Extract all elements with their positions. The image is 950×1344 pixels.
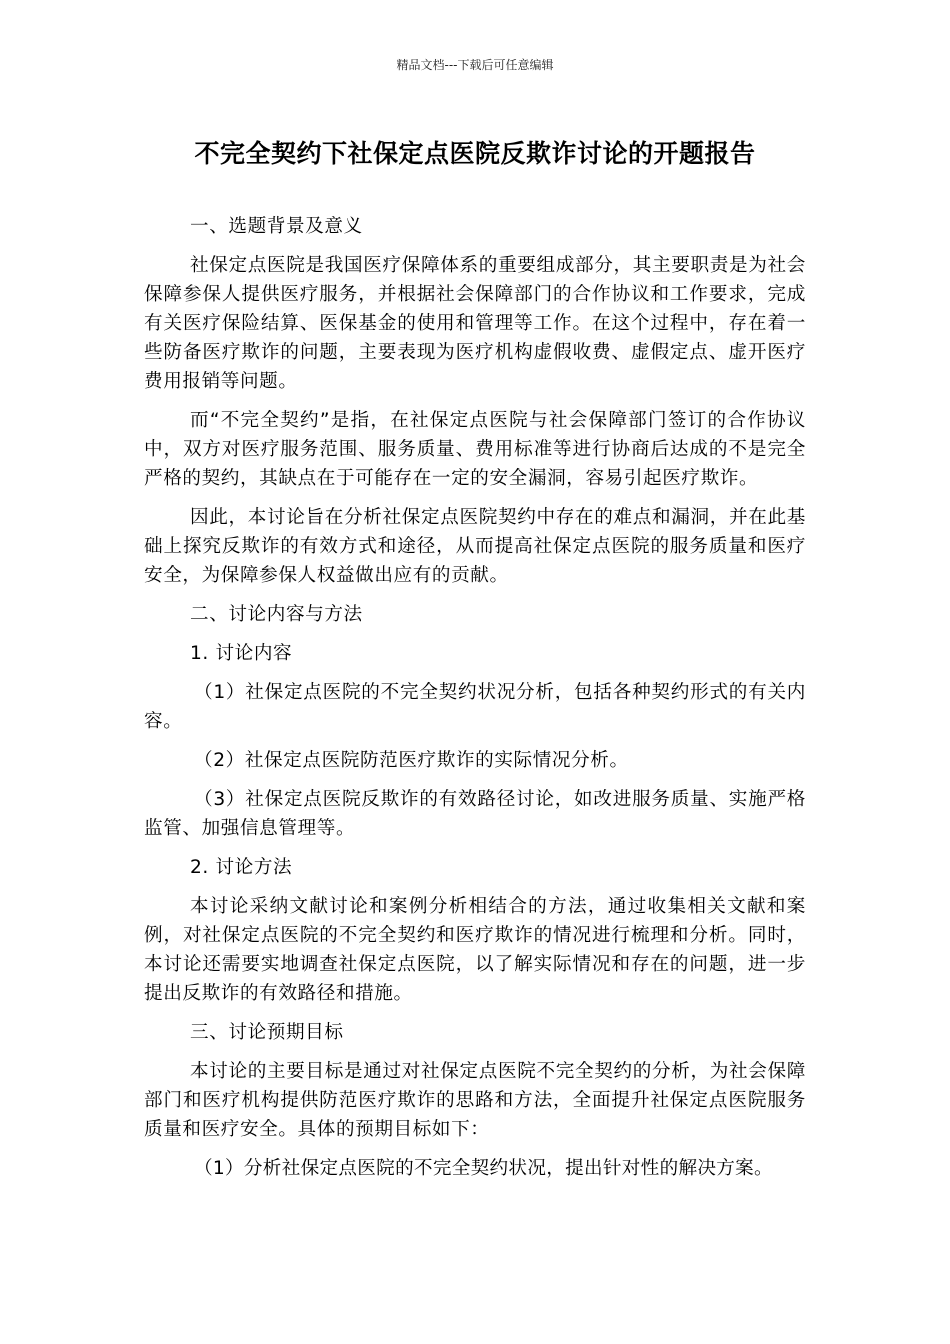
goal-item-1: （1）分析社保定点医院的不完全契约状况，提出针对性的解决方案。: [194, 1158, 773, 1179]
content-item-3: （3）社保定点医院反欺诈的有效路径讨论，如改进服务质量、实施严格监管、加强信息管理等。: [144, 789, 806, 839]
section-heading-content-methods: 二、讨论内容与方法: [190, 604, 363, 625]
document-title: 不完全契约下社保定点医院反欺诈讨论的开题报告: [194, 139, 756, 168]
paragraph-hospital-role: 社保定点医院是我国医疗保障体系的重要组成部分，其主要职责是为社会保障参保人提供医疗服务，并根据社会保障部门的合作协议和工作要求，完成有关医疗保险结算、医保基金的使用和管理等工作。在这个过程中，存在着一些防备医疗欺诈的问题，主要表现为医疗机构虚假收费、虚假定点、虚开医疗费用报销等问题。: [144, 255, 806, 392]
content-item-1: （1）社保定点医院的不完全契约状况分析，包括各种契约形式的有关内容。: [144, 682, 806, 732]
subheading-methods: 2. 讨论方法: [190, 857, 293, 878]
content-item-2: （2）社保定点医院防范医疗欺诈的实际情况分析。: [194, 750, 629, 771]
paragraph-methods: 本讨论采纳文献讨论和案例分析相结合的方法，通过收集相关文献和案例，对社保定点医院的不完全契约和医疗欺诈的情况进行梳理和分析。同时，本讨论还需要实地调查社保定点医院，以了解实际情况和存在的问题，进一步提出反欺诈的有效路径和措施。: [144, 896, 806, 1004]
paragraph-goals: 本讨论的主要目标是通过对社保定点医院不完全契约的分析，为社会保障部门和医疗机构提供防范医疗欺诈的思路和方法，全面提升社保定点医院服务质量和医疗安全。具体的预期目标如下：: [144, 1061, 806, 1140]
section-heading-goals: 三、讨论预期目标: [190, 1022, 344, 1043]
document-body: [144, 212, 806, 1193]
section-heading-background: 一、选题背景及意义: [190, 216, 363, 237]
paragraph-research-purpose: 因此，本讨论旨在分析社保定点医院契约中存在的难点和漏洞，并在此基础上探究反欺诈的有效方式和途径，从而提高社保定点医院的服务质量和医疗安全，为保障参保人权益做出应有的贡献。: [144, 507, 806, 586]
paragraph-incomplete-contract: 而“不完全契约”是指，在社保定点医院与社会保障部门签订的合作协议中，双方对医疗服务范围、服务质量、费用标准等进行协商后达成的不是完全严格的契约，其缺点在于可能存在一定的安全漏洞，容易引起医疗欺诈。: [144, 410, 806, 489]
page-header-watermark: 精品文档---下载后可任意编辑: [396, 58, 554, 72]
subheading-content: 1. 讨论内容: [190, 643, 293, 664]
